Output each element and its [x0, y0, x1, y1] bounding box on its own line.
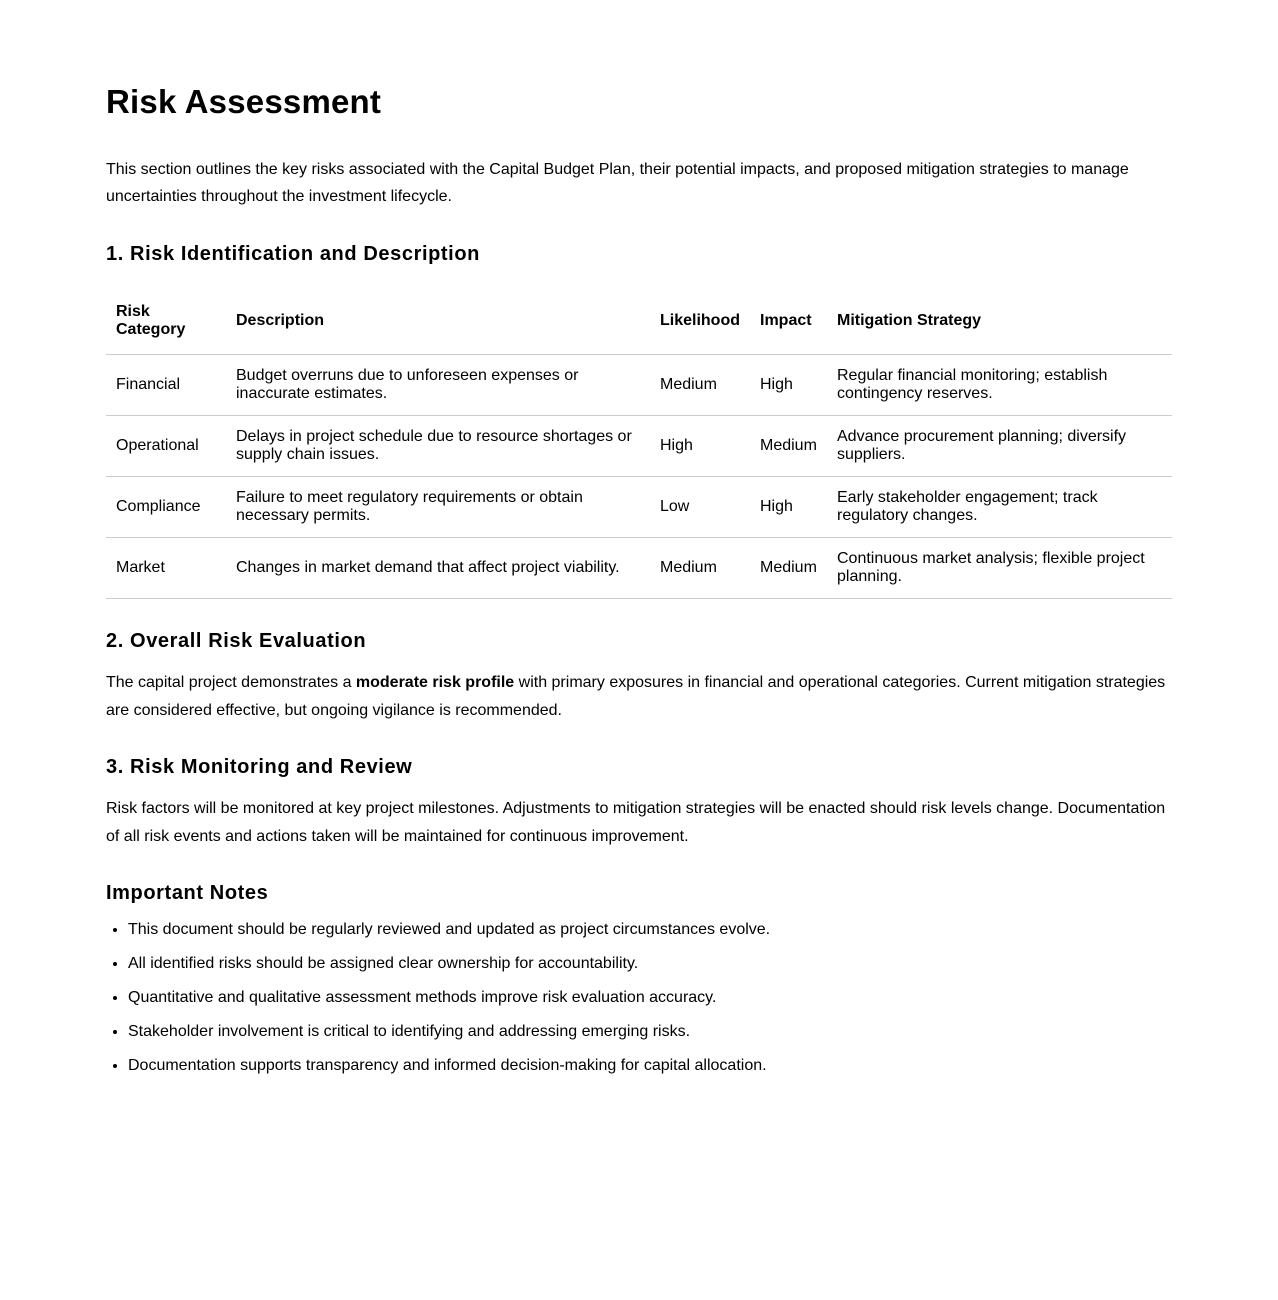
cell-description: Changes in market demand that affect project viability.	[226, 538, 650, 599]
section-heading-risk-monitoring: 3. Risk Monitoring and Review	[106, 756, 413, 778]
cell-mitigation-strategy: Early stakeholder engagement; track regulatory changes.	[827, 477, 1172, 538]
cell-likelihood: High	[650, 416, 750, 477]
emphasis-text: moderate risk profile	[355, 674, 515, 691]
list-item: • All identified risks should be assigned clear ownership for accountability.	[128, 955, 1172, 973]
cell-risk-category: Compliance	[106, 477, 226, 538]
cell-impact: High	[750, 477, 827, 538]
list-item: • Quantitative and qualitative assessment methods improve risk evaluation accuracy.	[128, 989, 1172, 1007]
section-heading-overall-risk-evaluation: 2. Overall Risk Evaluation	[106, 630, 367, 652]
cell-likelihood: Low	[650, 477, 750, 538]
table-row	[106, 477, 1172, 538]
overall-risk-paragraph	[106, 669, 1172, 725]
cell-mitigation-strategy: Advance procurement planning; diversify suppliers.	[827, 416, 1172, 477]
list-item: • Documentation supports transparency and informed decision-making for capital allocation.	[128, 1057, 1172, 1075]
section-heading-risk-identification: 1. Risk Identification and Description	[106, 243, 480, 265]
cell-likelihood: Medium	[650, 538, 750, 599]
column-header-impact: Impact	[750, 288, 827, 355]
cell-description: Failure to meet regulatory requirements or obtain necessary permits.	[226, 477, 650, 538]
table-header-row	[106, 288, 1172, 355]
intro-paragraph: This section outlines the key risks associated with the Capital Budget Plan, their potential impacts, and proposed mitigation strategies to manage uncertainties throughout the investment lifecycle.	[106, 161, 1129, 205]
column-header-risk-category: Risk Category	[106, 288, 226, 355]
risk-monitoring-paragraph: Risk factors will be monitored at key project milestones. Adjustments to mitigation strategies will be enacted should risk levels change. Documentation of all risk events and actions taken will be maintained for continuous improvement.	[106, 800, 1166, 845]
risk-table	[106, 288, 1172, 599]
cell-mitigation-strategy: Regular financial monitoring; establish contingency reserves.	[827, 355, 1172, 416]
list-item: • Stakeholder involvement is critical to identifying and addressing emerging risks.	[128, 1023, 1172, 1041]
cell-risk-category: Operational	[106, 416, 226, 477]
cell-likelihood: Medium	[650, 355, 750, 416]
column-header-description: Description	[226, 288, 650, 355]
notes-list	[106, 921, 1172, 1075]
page-title: Risk Assessment	[106, 83, 382, 120]
cell-description: Delays in project schedule due to resource shortages or supply chain issues.	[226, 416, 650, 477]
section-heading-important-notes: Important Notes	[106, 882, 269, 904]
table-row	[106, 416, 1172, 477]
table-row	[106, 355, 1172, 416]
paragraph-text: with primary exposures in financial and operational categories. Current mitigation strategies are considered effective, but ongoing vigilance is recommended.	[106, 674, 1166, 719]
cell-mitigation-strategy: Continuous market analysis; flexible project planning.	[827, 538, 1172, 599]
cell-impact: Medium	[750, 416, 827, 477]
paragraph-text: The capital project demonstrates a	[106, 674, 356, 691]
list-item: • This document should be regularly reviewed and updated as project circumstances evolve.	[128, 921, 1172, 939]
cell-risk-category: Financial	[106, 355, 226, 416]
column-header-likelihood: Likelihood	[650, 288, 750, 355]
cell-impact: Medium	[750, 538, 827, 599]
cell-description: Budget overruns due to unforeseen expenses or inaccurate estimates.	[226, 355, 650, 416]
cell-risk-category: Market	[106, 538, 226, 599]
column-header-mitigation-strategy: Mitigation Strategy	[827, 288, 1172, 355]
table-row	[106, 538, 1172, 599]
cell-impact: High	[750, 355, 827, 416]
